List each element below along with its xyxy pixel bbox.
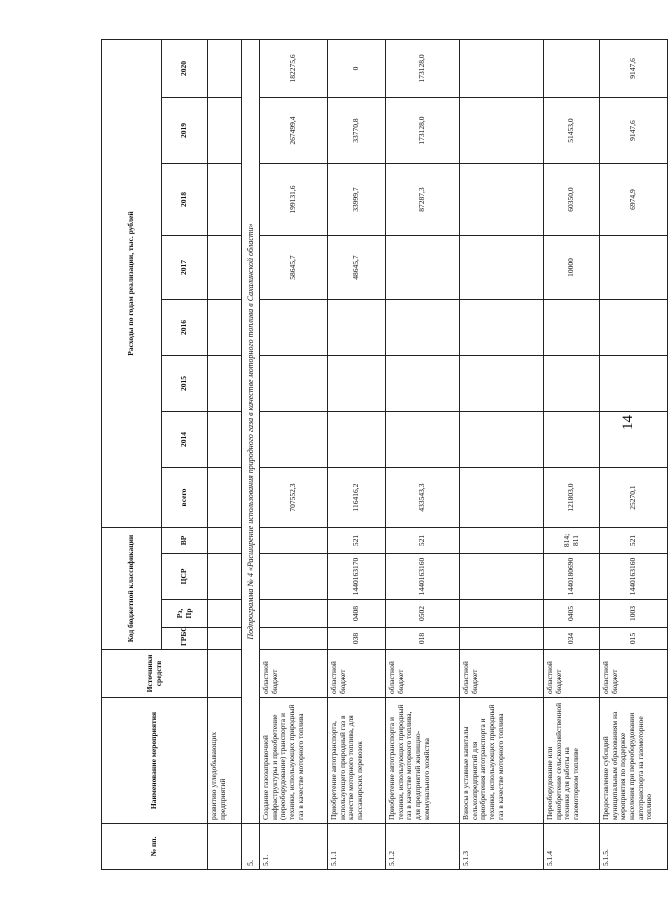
cell-y2014 [386, 412, 460, 468]
cell-rzpr: 0502 [386, 600, 460, 628]
cell-y2019: 33770,8 [328, 98, 386, 164]
cell-y2016 [386, 300, 460, 356]
table-row-subprogram [242, 39, 260, 869]
cell-y2015 [544, 356, 600, 412]
cell-name: Приобретение автотранспорта, использующего природный газ в качестве моторного топлива, для пассажирских перевозок [328, 698, 386, 824]
page-number: 14 [620, 415, 636, 430]
cell-grbs [260, 628, 328, 650]
cell-source: областной бюджет [386, 650, 460, 698]
table-row [386, 39, 460, 869]
cell-vr: 521 [386, 528, 460, 554]
cell-y2020: 9147,6 [600, 39, 668, 97]
cell-total: 25270,1 [600, 468, 668, 528]
cell-rzpr: 0408 [328, 600, 386, 628]
cell-name: Создание газозаправочной инфраструктуры и приобретение (переоборудование) транспорта и техники, использующих природный газ в качестве моторного топлива [260, 698, 328, 824]
cell-total: 707552,3 [260, 468, 328, 528]
cell-y2018: 60350,0 [544, 164, 600, 236]
cell-vr [260, 528, 328, 554]
cell-grbs: 038 [328, 628, 386, 650]
cell-csr: 1440163160 [386, 554, 460, 600]
cell-y2016 [600, 300, 668, 356]
cell-y2019: 173128,0 [386, 98, 460, 164]
header-code-csr: ЦСР [162, 554, 208, 600]
cell-rzpr: 1003 [600, 600, 668, 628]
cell-name: развитию угледобывающих предприятий [208, 698, 242, 824]
header-code-grbs: ГРБС [162, 628, 208, 650]
cell-name: Предоставление субсидий муниципальным образованиям на мероприятия по поддержке населения при переоборудовании автотранспорта на газомоторное топливо [600, 698, 668, 824]
cell-vr: 521 [328, 528, 386, 554]
table-row [260, 39, 328, 869]
cell-y2017 [460, 236, 544, 300]
cell-y2018: 6974,9 [600, 164, 668, 236]
expenses-table [101, 39, 668, 870]
header-year-2015: 2015 [162, 356, 208, 412]
cell-y2020: 173128,0 [386, 39, 460, 97]
cell-no: 5.1.5. [600, 824, 668, 870]
cell-y2020 [544, 39, 600, 97]
cell-csr [460, 554, 544, 600]
cell-total: 121803,0 [544, 468, 600, 528]
cell-y2018 [460, 164, 544, 236]
cell-y2020: 182275,6 [260, 39, 328, 97]
cell-csr: 1440163160 [600, 554, 668, 600]
cell-y2016 [328, 300, 386, 356]
header-code-group: Код бюджетной классификации [102, 528, 162, 650]
cell-y2017: 58645,7 [260, 236, 328, 300]
header-year-total: всего [162, 468, 208, 528]
cell-csr: 1440180690 [544, 554, 600, 600]
header-code-rzpr: Рз, Пр [162, 600, 208, 628]
cell-grbs: 015 [600, 628, 668, 650]
cell-y2019: 51453,0 [544, 98, 600, 164]
cell-vr: 814; 811 [544, 528, 600, 554]
cell-grbs [460, 628, 544, 650]
cell-total: 433543,3 [386, 468, 460, 528]
header-no: № пп. [102, 824, 208, 870]
cell-y2017: 10000 [544, 236, 600, 300]
cell-rzpr [260, 600, 328, 628]
cell-y2020 [460, 39, 544, 97]
cell-y2019: 267499,4 [260, 98, 328, 164]
cell-source: областной бюджет [460, 650, 544, 698]
cell-y2017: 48645,7 [328, 236, 386, 300]
header-year-2018: 2018 [162, 164, 208, 236]
cell-no: 5.1.2 [386, 824, 460, 870]
cell-grbs: 018 [386, 628, 460, 650]
cell-name: Взносы в уставные капиталы сельхозпредприятий для приобретения автотранспорта и техники, использующих природный газ в качестве моторного топлива [460, 698, 544, 824]
table-row-continuation [208, 39, 242, 869]
cell-y2014 [260, 412, 328, 468]
cell-y2019 [460, 98, 544, 164]
cell-name: Приобретение автотранспорта и техники, использующих природный газ в качестве моторного топлива, для предприятий жилищно-коммунального хозяйства [386, 698, 460, 824]
cell-y2018: 87287,3 [386, 164, 460, 236]
cell-source: областной бюджет [600, 650, 668, 698]
cell-y2015 [460, 356, 544, 412]
header-year-2017: 2017 [162, 236, 208, 300]
cell-rzpr: 0405 [544, 600, 600, 628]
cell-y2016 [544, 300, 600, 356]
table-row [460, 39, 544, 869]
header-code-vr: ВР [162, 528, 208, 554]
cell-no [208, 824, 242, 870]
cell-y2016 [260, 300, 328, 356]
cell-source: областной бюджет [260, 650, 328, 698]
table-row [600, 39, 668, 869]
header-expenses-group: Расходы по годам реализации, тыс. рублей [102, 39, 162, 527]
cell-y2015 [260, 356, 328, 412]
cell-y2019: 9147,6 [600, 98, 668, 164]
cell-source: областной бюджет [328, 650, 386, 698]
cell-y2020: 0 [328, 39, 386, 97]
cell-rzpr [460, 600, 544, 628]
table-row [544, 39, 600, 869]
cell-total: 116416,2 [328, 468, 386, 528]
cell-csr: 1440163170 [328, 554, 386, 600]
cell-y2018: 33999,7 [328, 164, 386, 236]
cell-no: 5.1.4 [544, 824, 600, 870]
header-year-2020: 2020 [162, 39, 208, 97]
cell-csr [260, 554, 328, 600]
cell-grbs: 034 [544, 628, 600, 650]
cell-y2015 [386, 356, 460, 412]
cell-y2016 [460, 300, 544, 356]
cell-no: 5.1.1 [328, 824, 386, 870]
table-body [260, 39, 668, 869]
cell-y2014 [544, 412, 600, 468]
cell-vr [460, 528, 544, 554]
header-year-2019: 2019 [162, 98, 208, 164]
cell-source: областной бюджет [544, 650, 600, 698]
cell-y2018: 199131,6 [260, 164, 328, 236]
cell-no: 5.1.3 [460, 824, 544, 870]
cell-y2015 [328, 356, 386, 412]
cell-y2017 [386, 236, 460, 300]
subprogram-title: Подпрограмма № 4 «Расширение использования природного газа в качестве моторного топлива в Сахалинской области» [242, 39, 260, 823]
cell-y2014 [600, 412, 668, 468]
cell-no: 5. [242, 824, 260, 870]
cell-name: Переоборудование или приобретение сельскохозяйственной техники для работы на газомоторном топливе [544, 698, 600, 824]
header-name: Наименование мероприятия [102, 698, 208, 824]
cell-y2017 [600, 236, 668, 300]
header-source: Источники средств [102, 650, 208, 698]
header-year-2014: 2014 [162, 412, 208, 468]
header-year-2016: 2016 [162, 300, 208, 356]
cell-y2014 [328, 412, 386, 468]
table-row [328, 39, 386, 869]
rotated-table-container [101, 40, 654, 870]
cell-y2015 [600, 356, 668, 412]
cell-vr: 521 [600, 528, 668, 554]
cell-total [460, 468, 544, 528]
cell-y2014 [460, 412, 544, 468]
cell-no: 5.1. [260, 824, 328, 870]
